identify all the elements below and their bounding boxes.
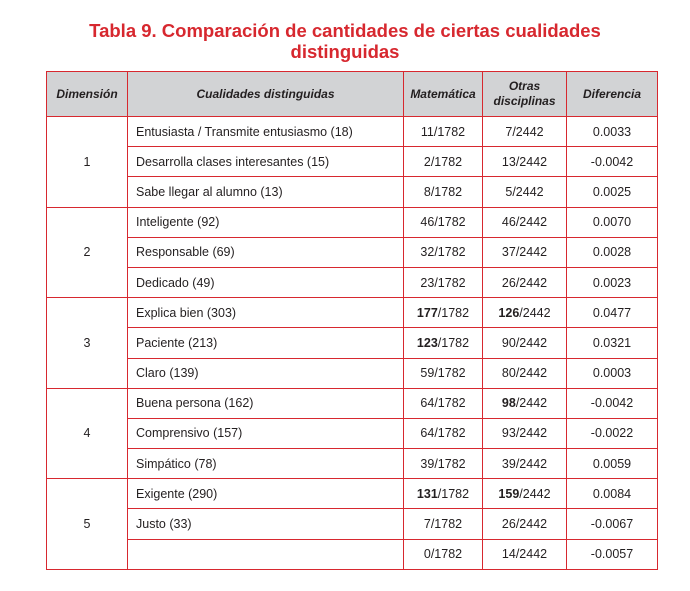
math-count: 64 — [420, 396, 435, 411]
quality-cell: Exigente (290) — [128, 479, 404, 509]
table-row — [47, 358, 658, 388]
math-cell — [404, 449, 483, 479]
other-disciplines-cell — [483, 298, 567, 328]
header-other-line-2: disciplinas — [493, 94, 556, 108]
header-qualities: Cualidades distinguidas — [128, 72, 404, 117]
other-disciplines-cell — [483, 509, 567, 539]
other-total: /2442 — [515, 154, 548, 169]
other-count: 5 — [505, 184, 513, 199]
other-disciplines-cell — [483, 388, 567, 418]
other-disciplines-cell — [483, 267, 567, 297]
dimension-cell: 4 — [47, 388, 128, 479]
other-disciplines-cell — [483, 177, 567, 207]
table-row — [47, 388, 658, 418]
other-count: 37 — [501, 245, 516, 260]
other-disciplines-cell — [483, 328, 567, 358]
other-count: 126 — [498, 305, 520, 320]
math-total: /1782 — [434, 215, 466, 230]
difference-cell: -0.0022 — [567, 418, 658, 448]
math-cell — [404, 147, 483, 177]
header-math: Matemática — [404, 72, 483, 117]
difference-cell: 0.0477 — [567, 298, 658, 328]
other-disciplines-cell — [483, 117, 567, 147]
quality-cell: Comprensivo (157) — [128, 418, 404, 448]
other-total: /2442 — [515, 215, 548, 230]
dimension-cell: 1 — [47, 117, 128, 208]
other-disciplines-cell — [483, 449, 567, 479]
math-total: /1782 — [434, 275, 466, 290]
other-disciplines-cell — [483, 207, 567, 237]
math-total: /1782 — [434, 426, 466, 441]
math-count: 59 — [420, 366, 435, 381]
table-row — [47, 207, 658, 237]
difference-cell: -0.0057 — [567, 539, 658, 569]
table-row — [47, 479, 658, 509]
header-row — [47, 72, 658, 117]
other-count: 93 — [501, 426, 516, 441]
math-total: /1782 — [437, 305, 470, 320]
quality-cell: Desarrolla clases interesantes (15) — [128, 147, 404, 177]
math-count: 0 — [423, 547, 431, 562]
difference-cell: 0.0028 — [567, 237, 658, 267]
comparison-table — [46, 71, 658, 570]
difference-cell: -0.0042 — [567, 388, 658, 418]
other-total: /2442 — [515, 335, 548, 350]
header-dimension: Dimensión — [47, 72, 128, 117]
quality-cell: Claro (139) — [128, 358, 404, 388]
quality-cell: Justo (33) — [128, 509, 404, 539]
table-row — [47, 237, 658, 267]
table-row — [47, 449, 658, 479]
other-disciplines-cell — [483, 237, 567, 267]
difference-cell: 0.0023 — [567, 267, 658, 297]
other-total: /2442 — [515, 426, 548, 441]
other-disciplines-cell — [483, 479, 567, 509]
math-cell — [404, 388, 483, 418]
math-count: 177 — [416, 305, 438, 320]
other-count: 13 — [501, 154, 516, 169]
table-row — [47, 298, 658, 328]
other-total: /2442 — [515, 517, 548, 532]
table-title-line-1: Tabla 9. Comparación de cantidades de ciertas cualidades — [89, 20, 601, 41]
other-count: 7 — [505, 124, 513, 139]
math-count: 7 — [423, 517, 431, 532]
other-total: /2442 — [515, 396, 548, 411]
dimension-cell: 5 — [47, 479, 128, 570]
quality-cell: Simpático (78) — [128, 449, 404, 479]
table-row — [47, 177, 658, 207]
header-other-disciplines — [483, 72, 567, 117]
dimension-cell: 2 — [47, 207, 128, 298]
difference-cell: 0.0003 — [567, 358, 658, 388]
table-row — [47, 147, 658, 177]
math-cell — [404, 298, 483, 328]
quality-cell — [128, 539, 404, 569]
table-row — [47, 267, 658, 297]
math-count: 23 — [420, 275, 435, 290]
table-row — [47, 509, 658, 539]
difference-cell: 0.0084 — [567, 479, 658, 509]
math-cell — [404, 539, 483, 569]
math-count: 123 — [416, 335, 438, 350]
other-count: 159 — [498, 486, 520, 501]
other-total: /2442 — [515, 547, 548, 562]
math-total: /1782 — [434, 366, 466, 381]
other-count: 80 — [501, 366, 516, 381]
other-disciplines-cell — [483, 147, 567, 177]
quality-cell: Dedicado (49) — [128, 267, 404, 297]
header-other-line-1: Otras — [508, 79, 541, 93]
math-cell — [404, 509, 483, 539]
quality-cell: Explica bien (303) — [128, 298, 404, 328]
math-total: /1782 — [437, 486, 470, 501]
header-difference: Diferencia — [567, 72, 658, 117]
other-count: 46 — [501, 215, 516, 230]
difference-cell: 0.0059 — [567, 449, 658, 479]
math-cell — [404, 479, 483, 509]
difference-cell: 0.0070 — [567, 207, 658, 237]
difference-cell: 0.0033 — [567, 117, 658, 147]
table-row — [47, 117, 658, 147]
other-count: 26 — [501, 275, 516, 290]
math-total: /1782 — [430, 517, 463, 532]
math-cell — [404, 177, 483, 207]
other-count: 26 — [501, 517, 516, 532]
other-count: 14 — [501, 547, 516, 562]
math-total: /1782 — [430, 547, 463, 562]
quality-cell: Sabe llegar al alumno (13) — [128, 177, 404, 207]
math-count: 64 — [420, 426, 435, 441]
math-cell — [404, 328, 483, 358]
math-cell — [404, 207, 483, 237]
difference-cell: 0.0025 — [567, 177, 658, 207]
other-disciplines-cell — [483, 539, 567, 569]
quality-cell: Responsable (69) — [128, 237, 404, 267]
math-count: 131 — [416, 486, 438, 501]
other-disciplines-cell — [483, 358, 567, 388]
table-body — [47, 117, 658, 570]
other-count: 90 — [501, 335, 516, 350]
math-total: /1782 — [434, 456, 466, 471]
math-cell — [404, 267, 483, 297]
other-total: /2442 — [519, 305, 551, 320]
math-cell — [404, 418, 483, 448]
other-total: /2442 — [519, 486, 551, 501]
table-title-line-2: distinguidas — [290, 41, 400, 62]
other-total: /2442 — [515, 275, 548, 290]
difference-cell: -0.0067 — [567, 509, 658, 539]
difference-cell: 0.0321 — [567, 328, 658, 358]
other-total: /2442 — [512, 124, 544, 139]
table-row — [47, 328, 658, 358]
table-title — [0, 20, 690, 62]
other-count: 98 — [501, 396, 516, 411]
math-total: /1782 — [434, 245, 466, 260]
other-disciplines-cell — [483, 418, 567, 448]
math-count: 39 — [420, 456, 435, 471]
table-row — [47, 418, 658, 448]
other-total: /2442 — [515, 366, 548, 381]
other-total: /2442 — [515, 245, 548, 260]
quality-cell: Buena persona (162) — [128, 388, 404, 418]
math-total: /1782 — [430, 154, 463, 169]
dimension-cell: 3 — [47, 298, 128, 389]
other-total: /2442 — [515, 456, 548, 471]
math-total: /1782 — [433, 124, 466, 139]
math-count: 32 — [420, 245, 435, 260]
math-count: 46 — [420, 215, 435, 230]
math-count: 11 — [420, 124, 434, 139]
math-total: /1782 — [437, 335, 470, 350]
math-count: 2 — [423, 154, 431, 169]
math-cell — [404, 237, 483, 267]
quality-cell: Entusiasta / Transmite entusiasmo (18) — [128, 117, 404, 147]
other-count: 39 — [501, 456, 516, 471]
math-cell — [404, 117, 483, 147]
other-total: /2442 — [512, 184, 544, 199]
math-total: /1782 — [434, 396, 466, 411]
table-row — [47, 539, 658, 569]
difference-cell: -0.0042 — [567, 147, 658, 177]
quality-cell: Inteligente (92) — [128, 207, 404, 237]
math-cell — [404, 358, 483, 388]
quality-cell: Paciente (213) — [128, 328, 404, 358]
math-total: /1782 — [430, 184, 463, 199]
math-count: 8 — [423, 184, 431, 199]
